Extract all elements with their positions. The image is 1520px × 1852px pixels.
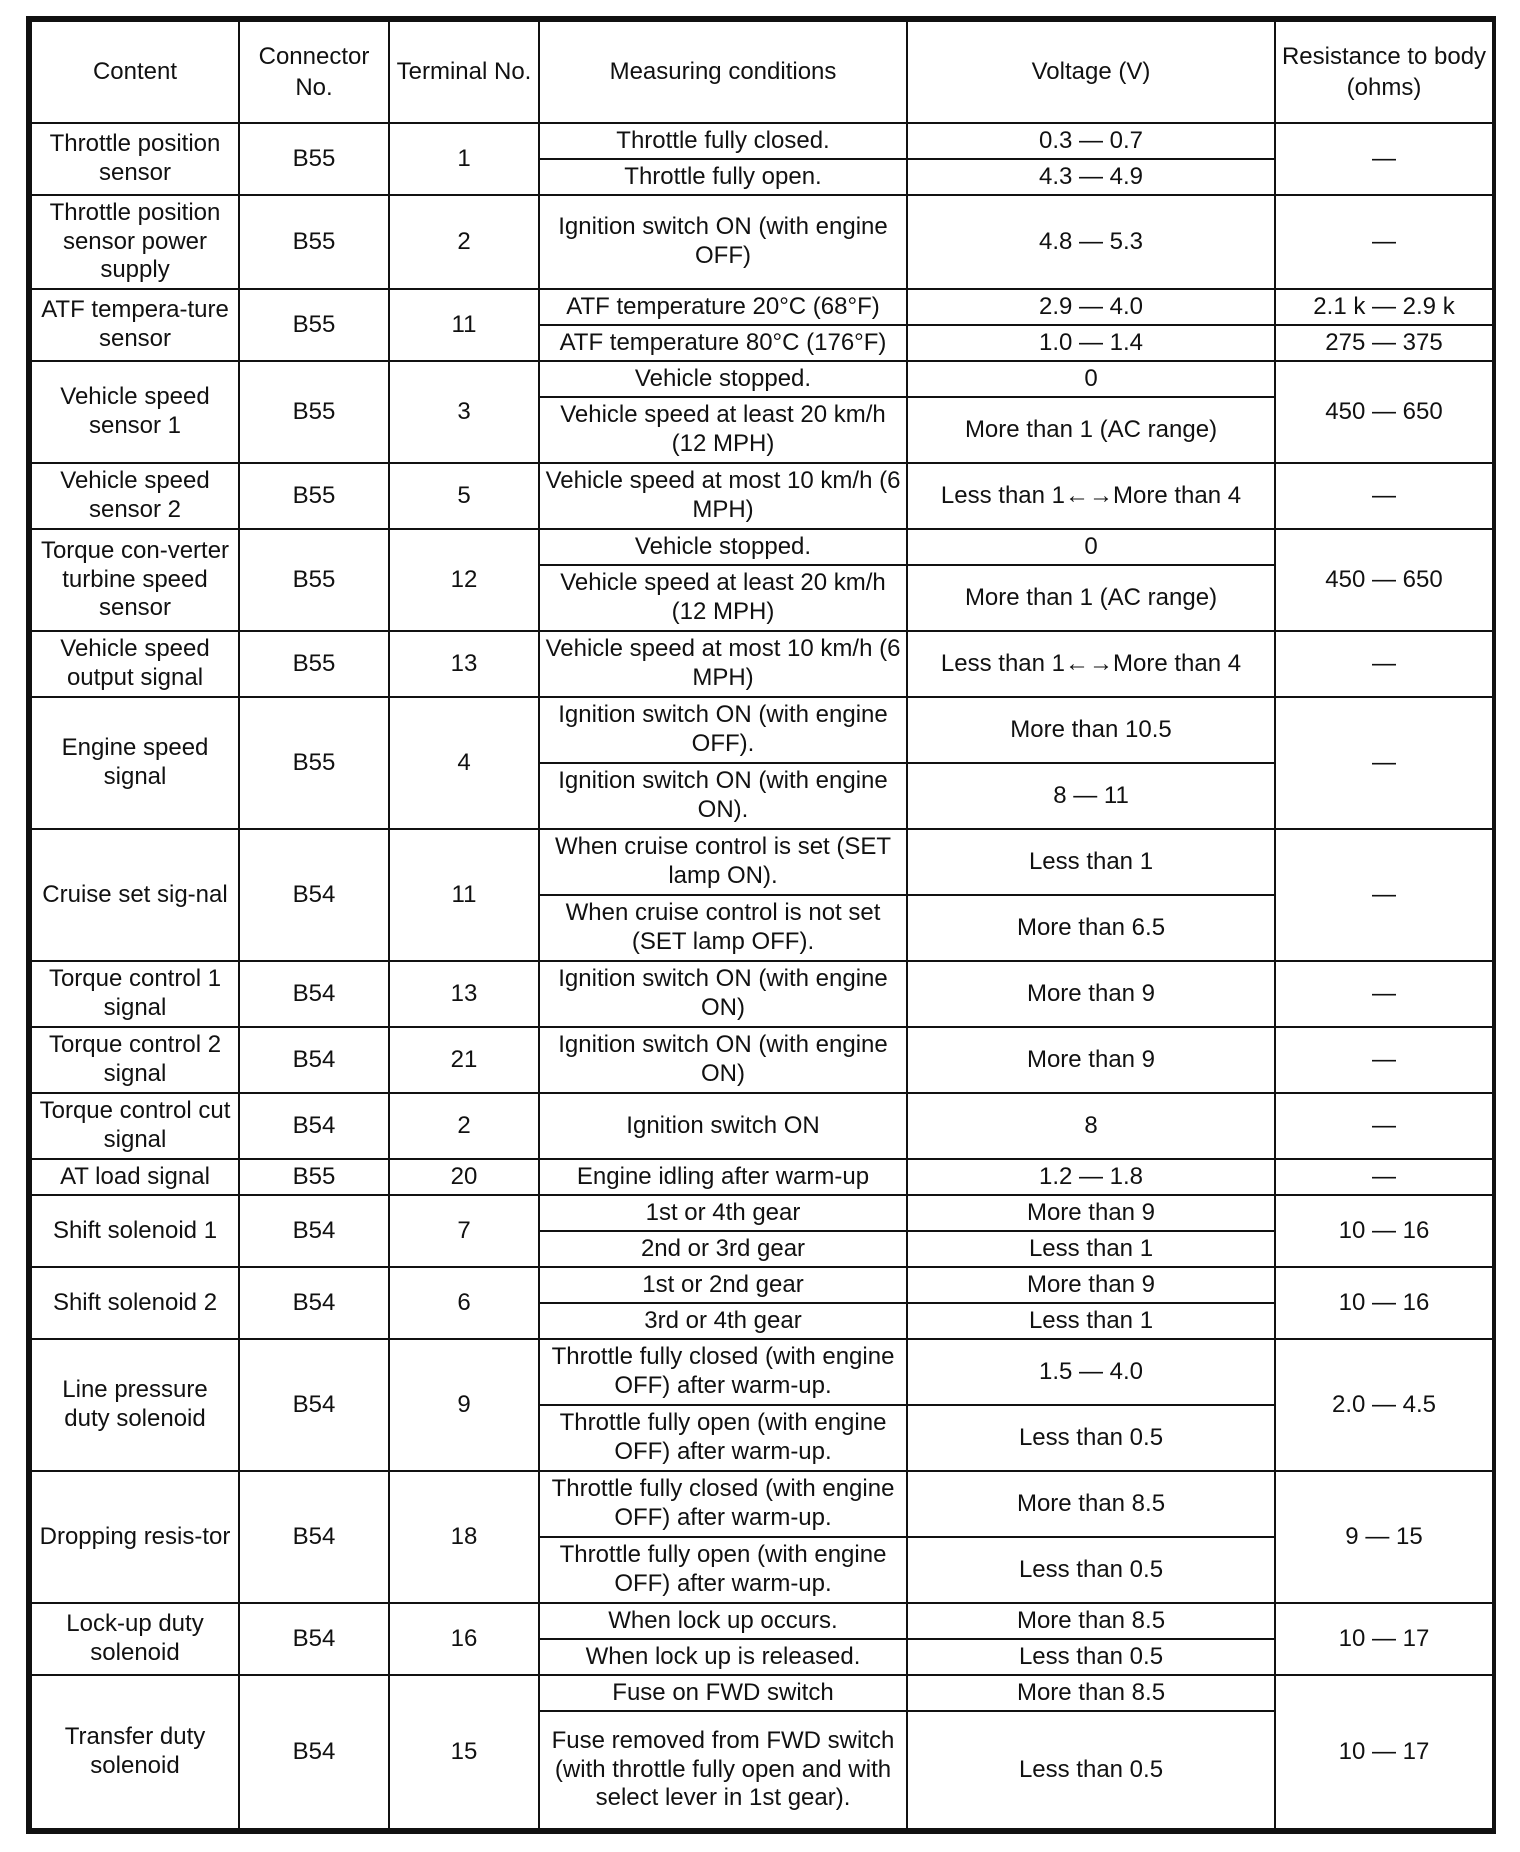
table-row bbox=[31, 361, 1493, 397]
cell-content: Vehicle speed output signal bbox=[31, 631, 239, 697]
cell-resistance: — bbox=[1275, 1093, 1493, 1159]
cell-voltage: More than 1 (AC range) bbox=[907, 565, 1275, 631]
cell-voltage: Less than 0.5 bbox=[907, 1405, 1275, 1471]
cell-resistance: 10 — 17 bbox=[1275, 1603, 1493, 1675]
cell-terminal: 21 bbox=[389, 1027, 539, 1093]
cell-connector: B55 bbox=[239, 697, 389, 829]
document-page bbox=[26, 16, 1496, 1834]
terminal-voltage-table bbox=[30, 20, 1494, 1830]
cell-condition: Throttle fully open (with engine OFF) after warm-up. bbox=[539, 1537, 907, 1603]
cell-terminal: 2 bbox=[389, 195, 539, 289]
cell-condition: Throttle fully open (with engine OFF) after warm-up. bbox=[539, 1405, 907, 1471]
table-row bbox=[31, 1603, 1493, 1639]
header-terminal: Terminal No. bbox=[389, 21, 539, 123]
cell-voltage: More than 1 (AC range) bbox=[907, 397, 1275, 463]
cell-resistance: 2.1 k — 2.9 k bbox=[1275, 289, 1493, 325]
cell-condition: 3rd or 4th gear bbox=[539, 1303, 907, 1339]
cell-content: Torque control cut signal bbox=[31, 1093, 239, 1159]
cell-resistance: 450 — 650 bbox=[1275, 361, 1493, 463]
cell-condition: Vehicle speed at least 20 km/h (12 MPH) bbox=[539, 397, 907, 463]
cell-condition: Ignition switch ON (with engine ON) bbox=[539, 961, 907, 1027]
table-row bbox=[31, 1093, 1493, 1159]
header-voltage: Voltage (V) bbox=[907, 21, 1275, 123]
cell-content: Engine speed signal bbox=[31, 697, 239, 829]
cell-content: AT load signal bbox=[31, 1159, 239, 1195]
cell-voltage: 0 bbox=[907, 361, 1275, 397]
cell-connector: B55 bbox=[239, 361, 389, 463]
cell-voltage: 4.3 — 4.9 bbox=[907, 159, 1275, 195]
table-row bbox=[31, 631, 1493, 697]
cell-condition: Vehicle speed at most 10 km/h (6 MPH) bbox=[539, 463, 907, 529]
table-row bbox=[31, 1159, 1493, 1195]
cell-voltage: Less than 0.5 bbox=[907, 1711, 1275, 1829]
cell-content: Throttle position sensor bbox=[31, 123, 239, 195]
cell-voltage: Less than 1←→More than 4 bbox=[907, 463, 1275, 529]
cell-voltage: More than 8.5 bbox=[907, 1603, 1275, 1639]
cell-voltage: Less than 1←→More than 4 bbox=[907, 631, 1275, 697]
cell-terminal: 12 bbox=[389, 529, 539, 631]
cell-terminal: 15 bbox=[389, 1675, 539, 1829]
cell-content: Throttle position sensor power supply bbox=[31, 195, 239, 289]
cell-condition: Ignition switch ON (with engine OFF) bbox=[539, 195, 907, 289]
cell-connector: B55 bbox=[239, 463, 389, 529]
cell-connector: B54 bbox=[239, 1027, 389, 1093]
cell-condition: Vehicle stopped. bbox=[539, 529, 907, 565]
cell-resistance: 10 — 17 bbox=[1275, 1675, 1493, 1829]
cell-resistance: — bbox=[1275, 195, 1493, 289]
cell-connector: B54 bbox=[239, 1675, 389, 1829]
cell-voltage: 1.0 — 1.4 bbox=[907, 325, 1275, 361]
cell-resistance: — bbox=[1275, 961, 1493, 1027]
cell-condition: When cruise control is not set (SET lamp OFF). bbox=[539, 895, 907, 961]
cell-connector: B54 bbox=[239, 1471, 389, 1603]
table-row bbox=[31, 697, 1493, 763]
cell-voltage: 1.2 — 1.8 bbox=[907, 1159, 1275, 1195]
cell-resistance: — bbox=[1275, 631, 1493, 697]
cell-voltage: More than 8.5 bbox=[907, 1675, 1275, 1711]
cell-voltage: More than 8.5 bbox=[907, 1471, 1275, 1537]
cell-voltage: Less than 0.5 bbox=[907, 1639, 1275, 1675]
cell-condition: Throttle fully closed. bbox=[539, 123, 907, 159]
cell-terminal: 2 bbox=[389, 1093, 539, 1159]
cell-terminal: 5 bbox=[389, 463, 539, 529]
cell-terminal: 18 bbox=[389, 1471, 539, 1603]
cell-voltage: More than 9 bbox=[907, 1195, 1275, 1231]
table-row bbox=[31, 829, 1493, 895]
cell-terminal: 13 bbox=[389, 961, 539, 1027]
cell-condition: Engine idling after warm-up bbox=[539, 1159, 907, 1195]
cell-voltage: Less than 1 bbox=[907, 1303, 1275, 1339]
cell-resistance: 9 — 15 bbox=[1275, 1471, 1493, 1603]
cell-content: Shift solenoid 2 bbox=[31, 1267, 239, 1339]
cell-condition: ATF temperature 80°C (176°F) bbox=[539, 325, 907, 361]
cell-voltage: Less than 1 bbox=[907, 829, 1275, 895]
table-row bbox=[31, 123, 1493, 159]
cell-condition: When lock up occurs. bbox=[539, 1603, 907, 1639]
cell-condition: Fuse removed from FWD switch (with throttle fully open and with select lever in 1st gear). bbox=[539, 1711, 907, 1829]
cell-resistance: 10 — 16 bbox=[1275, 1195, 1493, 1267]
cell-resistance: 450 — 650 bbox=[1275, 529, 1493, 631]
cell-voltage: More than 6.5 bbox=[907, 895, 1275, 961]
cell-connector: B55 bbox=[239, 529, 389, 631]
header-connector: Connector No. bbox=[239, 21, 389, 123]
cell-resistance: 275 — 375 bbox=[1275, 325, 1493, 361]
cell-voltage: More than 9 bbox=[907, 1267, 1275, 1303]
cell-content: ATF tempera-ture sensor bbox=[31, 289, 239, 361]
cell-voltage: 0.3 — 0.7 bbox=[907, 123, 1275, 159]
cell-connector: B54 bbox=[239, 1339, 389, 1471]
table-row bbox=[31, 1471, 1493, 1537]
cell-connector: B55 bbox=[239, 195, 389, 289]
cell-content: Vehicle speed sensor 1 bbox=[31, 361, 239, 463]
cell-content: Torque control 2 signal bbox=[31, 1027, 239, 1093]
cell-condition: Vehicle speed at most 10 km/h (6 MPH) bbox=[539, 631, 907, 697]
cell-voltage: Less than 1 bbox=[907, 1231, 1275, 1267]
table-body bbox=[31, 123, 1493, 1829]
cell-content: Line pressure duty solenoid bbox=[31, 1339, 239, 1471]
cell-connector: B55 bbox=[239, 631, 389, 697]
cell-resistance: — bbox=[1275, 463, 1493, 529]
cell-connector: B54 bbox=[239, 1267, 389, 1339]
cell-voltage: More than 9 bbox=[907, 1027, 1275, 1093]
cell-condition: Ignition switch ON (with engine ON). bbox=[539, 763, 907, 829]
cell-content: Shift solenoid 1 bbox=[31, 1195, 239, 1267]
cell-condition: Throttle fully open. bbox=[539, 159, 907, 195]
table-row bbox=[31, 195, 1493, 289]
cell-terminal: 1 bbox=[389, 123, 539, 195]
header-row bbox=[31, 21, 1493, 123]
cell-connector: B54 bbox=[239, 1603, 389, 1675]
cell-connector: B55 bbox=[239, 1159, 389, 1195]
cell-terminal: 16 bbox=[389, 1603, 539, 1675]
cell-connector: B54 bbox=[239, 1093, 389, 1159]
table-row bbox=[31, 1339, 1493, 1405]
cell-terminal: 7 bbox=[389, 1195, 539, 1267]
header-conditions: Measuring conditions bbox=[539, 21, 907, 123]
cell-terminal: 11 bbox=[389, 289, 539, 361]
cell-content: Cruise set sig-nal bbox=[31, 829, 239, 961]
cell-condition: Ignition switch ON bbox=[539, 1093, 907, 1159]
cell-voltage: More than 9 bbox=[907, 961, 1275, 1027]
cell-terminal: 20 bbox=[389, 1159, 539, 1195]
cell-condition: ATF temperature 20°C (68°F) bbox=[539, 289, 907, 325]
cell-content: Lock-up duty solenoid bbox=[31, 1603, 239, 1675]
table-row bbox=[31, 463, 1493, 529]
cell-resistance: — bbox=[1275, 123, 1493, 195]
cell-condition: Throttle fully closed (with engine OFF) after warm-up. bbox=[539, 1339, 907, 1405]
table-row bbox=[31, 961, 1493, 1027]
cell-voltage: 1.5 — 4.0 bbox=[907, 1339, 1275, 1405]
table-row bbox=[31, 1675, 1493, 1711]
cell-terminal: 9 bbox=[389, 1339, 539, 1471]
cell-condition: When lock up is released. bbox=[539, 1639, 907, 1675]
cell-terminal: 3 bbox=[389, 361, 539, 463]
cell-condition: Ignition switch ON (with engine OFF). bbox=[539, 697, 907, 763]
cell-voltage: 2.9 — 4.0 bbox=[907, 289, 1275, 325]
cell-condition: Vehicle stopped. bbox=[539, 361, 907, 397]
cell-connector: B55 bbox=[239, 289, 389, 361]
cell-condition: 1st or 4th gear bbox=[539, 1195, 907, 1231]
cell-terminal: 4 bbox=[389, 697, 539, 829]
cell-resistance: — bbox=[1275, 697, 1493, 829]
cell-voltage: 4.8 — 5.3 bbox=[907, 195, 1275, 289]
cell-condition: 1st or 2nd gear bbox=[539, 1267, 907, 1303]
cell-terminal: 13 bbox=[389, 631, 539, 697]
cell-resistance: — bbox=[1275, 1027, 1493, 1093]
table-row bbox=[31, 529, 1493, 565]
cell-terminal: 11 bbox=[389, 829, 539, 961]
cell-content: Torque con-verter turbine speed sensor bbox=[31, 529, 239, 631]
cell-resistance: 2.0 — 4.5 bbox=[1275, 1339, 1493, 1471]
table-row bbox=[31, 1195, 1493, 1231]
table-row bbox=[31, 289, 1493, 325]
cell-content: Dropping resis-tor bbox=[31, 1471, 239, 1603]
table-row bbox=[31, 1027, 1493, 1093]
header-resistance: Resistance to body (ohms) bbox=[1275, 21, 1493, 123]
cell-content: Torque control 1 signal bbox=[31, 961, 239, 1027]
cell-condition: Ignition switch ON (with engine ON) bbox=[539, 1027, 907, 1093]
cell-voltage: Less than 0.5 bbox=[907, 1537, 1275, 1603]
cell-connector: B54 bbox=[239, 961, 389, 1027]
cell-condition: 2nd or 3rd gear bbox=[539, 1231, 907, 1267]
cell-condition: Throttle fully closed (with engine OFF) after warm-up. bbox=[539, 1471, 907, 1537]
cell-resistance: 10 — 16 bbox=[1275, 1267, 1493, 1339]
cell-resistance: — bbox=[1275, 829, 1493, 961]
cell-connector: B54 bbox=[239, 829, 389, 961]
cell-terminal: 6 bbox=[389, 1267, 539, 1339]
cell-resistance: — bbox=[1275, 1159, 1493, 1195]
cell-condition: When cruise control is set (SET lamp ON). bbox=[539, 829, 907, 895]
cell-voltage: 8 bbox=[907, 1093, 1275, 1159]
header-content: Content bbox=[31, 21, 239, 123]
cell-connector: B54 bbox=[239, 1195, 389, 1267]
cell-voltage: 8 — 11 bbox=[907, 763, 1275, 829]
cell-content: Vehicle speed sensor 2 bbox=[31, 463, 239, 529]
cell-content: Transfer duty solenoid bbox=[31, 1675, 239, 1829]
cell-connector: B55 bbox=[239, 123, 389, 195]
cell-condition: Fuse on FWD switch bbox=[539, 1675, 907, 1711]
cell-condition: Vehicle speed at least 20 km/h (12 MPH) bbox=[539, 565, 907, 631]
table-row bbox=[31, 1267, 1493, 1303]
cell-voltage: More than 10.5 bbox=[907, 697, 1275, 763]
cell-voltage: 0 bbox=[907, 529, 1275, 565]
